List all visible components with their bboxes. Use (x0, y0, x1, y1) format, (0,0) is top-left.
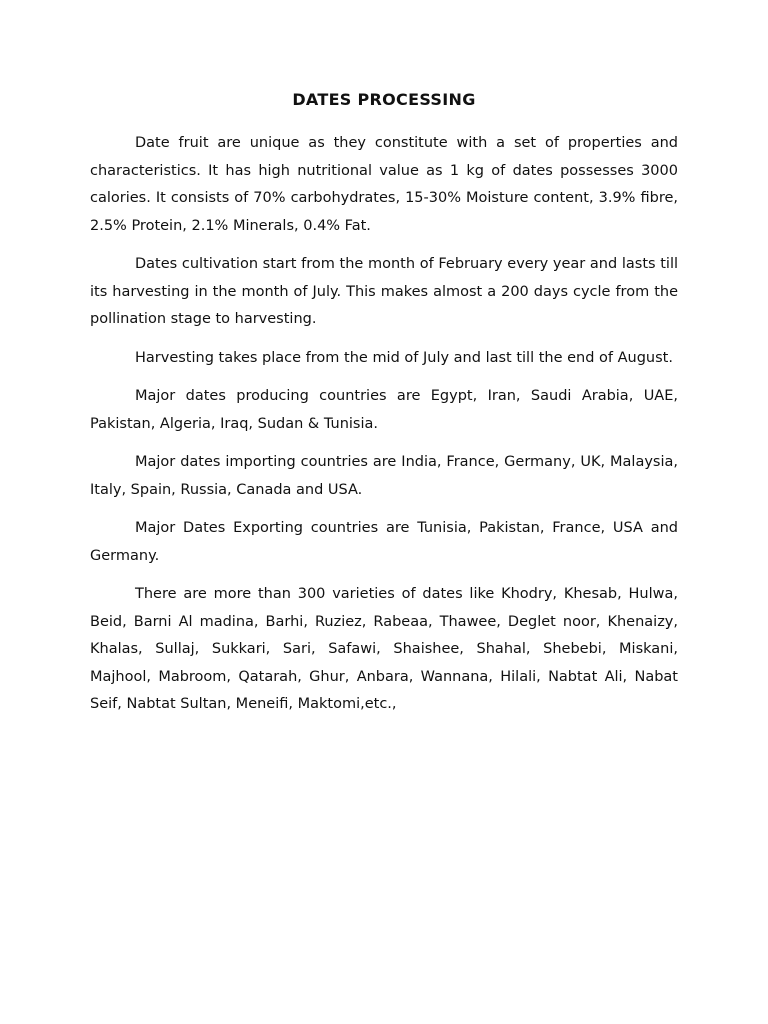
paragraph-nutrition: Date fruit are unique as they constitute with a set of properties and characteristics. It has high nutritional value as 1 kg of dates possesses 3000 calories. It consists of 70% carbohydrates, 15-30% Moisture content, 3.9% fibre, 2.5% Protein, 2.1% Minerals, 0.4% Fat. (90, 135, 678, 234)
paragraph-cultivation: Dates cultivation start from the month of February every year and lasts till its harvesting in the month of July. This makes almost a 200 days cycle from the pollination stage to harvesting. (90, 256, 678, 327)
document-body (90, 130, 678, 730)
paragraph-exporting-countries: Major Dates Exporting countries are Tunisia, Pakistan, France, USA and Germany. (90, 520, 678, 564)
document-title: DATES PROCESSING (292, 90, 476, 109)
paragraph-importing-countries: Major dates importing countries are India, France, Germany, UK, Malaysia, Italy, Spain, Russia, Canada and USA. (90, 454, 678, 498)
paragraph-varieties: There are more than 300 varieties of dates like Khodry, Khesab, Hulwa, Beid, Barni Al madina, Barhi, Ruziez, Rabeaa, Thawee, Deglet noor, Khenaizy, Khalas, Sullaj, Sukkari, Sari, Safawi, Shaishee, Shahal, Shebebi, Miskani, Majhool, Mabroom, Qatarah, Ghur, Anbara, Wannana, Hilali, Nabtat Ali, Nabat Seif, Nabtat Sultan, Meneifi, Maktomi,etc., (90, 586, 678, 712)
paragraph-harvesting: Harvesting takes place from the mid of July and last till the end of August. (135, 349, 673, 366)
paragraph-producing-countries: Major dates producing countries are Egypt, Iran, Saudi Arabia, UAE, Pakistan, Algeria, Iraq, Sudan & Tunisia. (90, 388, 678, 432)
